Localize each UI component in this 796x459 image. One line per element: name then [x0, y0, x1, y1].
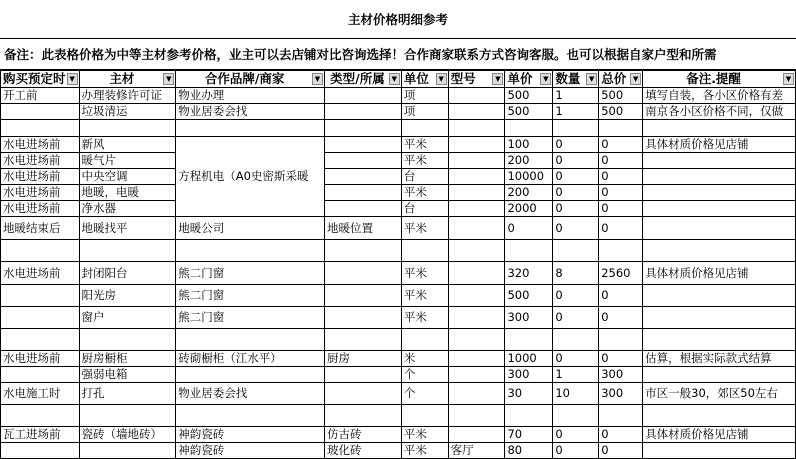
cell-price[interactable]: 500: [505, 285, 553, 307]
cell-brand[interactable]: [176, 240, 325, 262]
cell-time[interactable]: 水电进场前: [1, 262, 80, 285]
cell-total[interactable]: 0: [599, 185, 643, 201]
cell-model[interactable]: [448, 185, 505, 201]
cell-price[interactable]: 100: [505, 137, 553, 153]
cell-remark[interactable]: [643, 201, 796, 217]
cell-model[interactable]: [448, 240, 505, 262]
cell-remark[interactable]: [643, 169, 796, 185]
header-cell-unit[interactable]: 单位 ▼: [401, 71, 448, 88]
cell-price[interactable]: 500: [505, 88, 553, 104]
cell-qty[interactable]: 1: [553, 104, 599, 120]
cell-price[interactable]: 300: [505, 367, 553, 383]
cell-qty[interactable]: 0: [553, 201, 599, 217]
cell-time[interactable]: [1, 240, 80, 262]
table-row: [1, 185, 796, 201]
cell-unit[interactable]: 平米: [401, 262, 448, 285]
cell-remark[interactable]: 南京各小区价格不同，仅做: [643, 104, 796, 120]
filter-dropdown-icon[interactable]: ▼: [783, 73, 794, 85]
cell-item[interactable]: 垃圾清运: [79, 104, 176, 120]
cell-item[interactable]: 阳光房: [79, 285, 176, 307]
cell-unit[interactable]: 项: [401, 88, 448, 104]
cell-item[interactable]: 瓷砖（墙地砖）: [79, 427, 176, 443]
header-cell-model[interactable]: 型号 ▼: [448, 71, 505, 88]
cell-remark[interactable]: 具体材质价格见店铺: [643, 427, 796, 443]
cell-type[interactable]: [325, 307, 402, 329]
cell-time[interactable]: [1, 120, 80, 137]
cell-time[interactable]: 水电进场前: [1, 153, 80, 169]
header-cell-brand[interactable]: 合作品牌/商家 ▼: [176, 71, 325, 88]
cell-model[interactable]: [448, 285, 505, 307]
cell-type[interactable]: [325, 240, 402, 262]
cell-type[interactable]: 玻化砖: [325, 443, 402, 459]
cell-item[interactable]: 厨房橱柜: [79, 351, 176, 367]
cell-brand[interactable]: [176, 120, 325, 137]
cell-time[interactable]: [1, 285, 80, 307]
cell-brand[interactable]: 物业居委会找: [176, 383, 325, 405]
cell-model[interactable]: [448, 329, 505, 351]
cell-model[interactable]: [448, 383, 505, 405]
filter-dropdown-icon[interactable]: ▼: [540, 73, 551, 85]
sheet-note: 备注：此表格价格为中等主材参考价格，业主可以去店铺对比咨询选择！合作商家联系方式咨询客服。也可以根据自家户型和所需: [0, 38, 796, 70]
cell-item[interactable]: [79, 120, 176, 137]
cell-qty[interactable]: 0: [553, 185, 599, 201]
cell-model[interactable]: [448, 137, 505, 153]
cell-time[interactable]: [1, 443, 80, 459]
cell-time[interactable]: 瓦工进场前: [1, 427, 80, 443]
cell-model[interactable]: [448, 169, 505, 185]
cell-unit[interactable]: 平米: [401, 153, 448, 169]
cell-unit[interactable]: 平米: [401, 285, 448, 307]
cell-item[interactable]: [79, 405, 176, 427]
cell-item[interactable]: 地暖找平: [79, 217, 176, 240]
cell-time[interactable]: 水电进场前: [1, 137, 80, 153]
cell-remark[interactable]: [643, 153, 796, 169]
filter-dropdown-icon[interactable]: ▼: [586, 73, 597, 85]
table-row: [1, 120, 796, 137]
cell-time[interactable]: 水电进场前: [1, 185, 80, 201]
cell-unit[interactable]: [401, 240, 448, 262]
table-row: [1, 169, 796, 185]
cell-qty[interactable]: 0: [553, 443, 599, 459]
cell-unit[interactable]: [401, 120, 448, 137]
cell-model[interactable]: [448, 427, 505, 443]
cell-unit[interactable]: 平米: [401, 443, 448, 459]
cell-total[interactable]: 500: [599, 88, 643, 104]
cell-qty[interactable]: 0: [553, 169, 599, 185]
cell-type[interactable]: [325, 367, 402, 383]
cell-brand[interactable]: 物业居委会找: [176, 104, 325, 120]
filter-dropdown-icon[interactable]: ▼: [312, 73, 323, 85]
cell-remark[interactable]: [643, 405, 796, 427]
header-cell-total[interactable]: 总价 ▼: [599, 71, 643, 88]
cell-unit[interactable]: 米: [401, 351, 448, 367]
cell-brand[interactable]: 神韵瓷砖: [176, 443, 325, 459]
cell-brand[interactable]: 神韵瓷砖: [176, 427, 325, 443]
cell-remark[interactable]: [643, 329, 796, 351]
cell-total[interactable]: [599, 329, 643, 351]
header-cell-item[interactable]: 主材 ▼: [79, 71, 176, 88]
cell-remark[interactable]: [643, 217, 796, 240]
table-row: [1, 383, 796, 405]
cell-remark[interactable]: 具体材质价格见店铺: [643, 137, 796, 153]
cell-item[interactable]: [79, 329, 176, 351]
header-cell-qty[interactable]: 数量 ▼: [553, 71, 599, 88]
table-row: [1, 88, 796, 104]
cell-price[interactable]: 2000: [505, 201, 553, 217]
table-row: [1, 153, 796, 169]
cell-unit[interactable]: 个: [401, 367, 448, 383]
cell-remark[interactable]: 市区一般30，郊区50左右: [643, 383, 796, 405]
cell-total[interactable]: 0: [599, 153, 643, 169]
cell-model[interactable]: [448, 104, 505, 120]
cell-time[interactable]: [1, 367, 80, 383]
cell-item[interactable]: 净水器: [79, 201, 176, 217]
table-row: [1, 137, 796, 153]
cell-unit[interactable]: [401, 329, 448, 351]
cell-type[interactable]: [325, 405, 402, 427]
cell-brand[interactable]: [176, 405, 325, 427]
cell-item[interactable]: [79, 443, 176, 459]
cell-item[interactable]: 暖气片: [79, 153, 176, 169]
table-row: [1, 367, 796, 383]
cell-qty[interactable]: [553, 405, 599, 427]
cell-qty[interactable]: 0: [553, 153, 599, 169]
header-cell-time[interactable]: 购买预定时 ▼: [1, 71, 80, 88]
sheet-title: 主材价格明细参考: [0, 0, 796, 39]
cell-time[interactable]: 开工前: [1, 88, 80, 104]
cell-unit[interactable]: 个: [401, 383, 448, 405]
cell-remark[interactable]: [643, 307, 796, 329]
cell-total[interactable]: 0: [599, 137, 643, 153]
cell-type[interactable]: 厨房: [325, 351, 402, 367]
cell-type[interactable]: [325, 104, 402, 120]
cell-time[interactable]: [1, 307, 80, 329]
cell-price[interactable]: 30: [505, 383, 553, 405]
cell-model[interactable]: [448, 351, 505, 367]
cell-total[interactable]: 0: [599, 201, 643, 217]
cell-time[interactable]: [1, 329, 80, 351]
cell-total[interactable]: 2560: [599, 262, 643, 285]
cell-total[interactable]: 0: [599, 169, 643, 185]
cell-remark[interactable]: [643, 367, 796, 383]
table-row: [1, 217, 796, 240]
cell-type[interactable]: [325, 285, 402, 307]
cell-price[interactable]: [505, 405, 553, 427]
cell-item[interactable]: 中央空调: [79, 169, 176, 185]
cell-remark[interactable]: [643, 185, 796, 201]
cell-total[interactable]: [599, 120, 643, 137]
cell-price[interactable]: 0: [505, 217, 553, 240]
cell-total[interactable]: 0: [599, 443, 643, 459]
cell-total[interactable]: 0: [599, 285, 643, 307]
cell-item[interactable]: 强弱电箱: [79, 367, 176, 383]
cell-remark[interactable]: 具体材质价格见店铺: [643, 262, 796, 285]
cell-total[interactable]: 0: [599, 307, 643, 329]
table-row: [1, 240, 796, 262]
cell-type[interactable]: [325, 153, 402, 169]
cell-brand[interactable]: 物业办理: [176, 88, 325, 104]
filter-dropdown-icon[interactable]: ▼: [492, 73, 503, 85]
header-cell-price[interactable]: 单价 ▼: [505, 71, 553, 88]
cell-qty[interactable]: [553, 120, 599, 137]
cell-price[interactable]: [505, 329, 553, 351]
cell-total[interactable]: 0: [599, 217, 643, 240]
cell-time[interactable]: 水电施工时: [1, 383, 80, 405]
cell-type[interactable]: [325, 329, 402, 351]
header-cell-type[interactable]: 类型/所属 ▼: [325, 71, 402, 88]
cell-price[interactable]: 300: [505, 307, 553, 329]
filter-dropdown-icon[interactable]: ▼: [163, 73, 174, 85]
cell-model[interactable]: [448, 217, 505, 240]
cell-remark[interactable]: [643, 120, 796, 137]
cell-price[interactable]: 1000: [505, 351, 553, 367]
cell-unit[interactable]: [401, 405, 448, 427]
cell-price[interactable]: 80: [505, 443, 553, 459]
cell-unit[interactable]: 平米: [401, 427, 448, 443]
cell-brand[interactable]: 熊二门窗: [176, 285, 325, 307]
cell-item[interactable]: 封闭阳台: [79, 262, 176, 285]
cell-qty[interactable]: [553, 240, 599, 262]
cell-type[interactable]: [325, 137, 402, 153]
cell-brand[interactable]: 熊二门窗: [176, 262, 325, 285]
cell-qty[interactable]: 0: [553, 285, 599, 307]
cell-total[interactable]: 500: [599, 104, 643, 120]
cell-remark[interactable]: 填写自装，各小区价格有差: [643, 88, 796, 104]
cell-unit[interactable]: 台: [401, 169, 448, 185]
cell-total[interactable]: 0: [599, 351, 643, 367]
cell-model[interactable]: 客厅: [448, 443, 505, 459]
cell-price[interactable]: 10000: [505, 169, 553, 185]
cell-qty[interactable]: [553, 329, 599, 351]
table-row: [1, 427, 796, 443]
cell-time[interactable]: 水电进场前: [1, 351, 80, 367]
cell-total[interactable]: 300: [599, 383, 643, 405]
cell-type[interactable]: 仿古砖: [325, 427, 402, 443]
cell-price[interactable]: 320: [505, 262, 553, 285]
cell-price[interactable]: 200: [505, 153, 553, 169]
cell-brand[interactable]: 熊二门窗: [176, 307, 325, 329]
filter-dropdown-icon[interactable]: ▼: [436, 73, 447, 85]
cell-qty[interactable]: 0: [553, 217, 599, 240]
cell-qty[interactable]: 0: [553, 307, 599, 329]
cell-type[interactable]: [325, 169, 402, 185]
cell-price[interactable]: [505, 240, 553, 262]
cell-remark[interactable]: [643, 443, 796, 459]
cell-brand[interactable]: 地暖公司: [176, 217, 325, 240]
cell-model[interactable]: [448, 153, 505, 169]
cell-unit[interactable]: 平米: [401, 217, 448, 240]
cell-unit[interactable]: 平米: [401, 307, 448, 329]
header-cell-remark[interactable]: 备注.提醒 ▼: [643, 71, 796, 88]
cell-model[interactable]: [448, 88, 505, 104]
price-table: [0, 70, 796, 459]
cell-model[interactable]: [448, 405, 505, 427]
table-row: [1, 285, 796, 307]
cell-type[interactable]: [325, 201, 402, 217]
cell-qty[interactable]: 0: [553, 351, 599, 367]
table-row: [1, 201, 796, 217]
cell-model[interactable]: [448, 307, 505, 329]
cell-type[interactable]: [325, 262, 402, 285]
cell-unit[interactable]: 台: [401, 201, 448, 217]
cell-item[interactable]: 窗户: [79, 307, 176, 329]
cell-unit[interactable]: 平米: [401, 185, 448, 201]
cell-time[interactable]: 水电进场前: [1, 169, 80, 185]
table-row: [1, 262, 796, 285]
table-row: [1, 405, 796, 427]
cell-remark[interactable]: [643, 285, 796, 307]
cell-unit[interactable]: 项: [401, 104, 448, 120]
cell-qty[interactable]: 1: [553, 88, 599, 104]
cell-qty[interactable]: 8: [553, 262, 599, 285]
cell-type[interactable]: [325, 185, 402, 201]
cell-unit[interactable]: 平米: [401, 137, 448, 153]
table-row: [1, 443, 796, 459]
cell-price[interactable]: [505, 120, 553, 137]
cell-model[interactable]: [448, 367, 505, 383]
cell-qty[interactable]: 0: [553, 137, 599, 153]
cell-item[interactable]: [79, 240, 176, 262]
filter-dropdown-icon[interactable]: ▼: [67, 73, 78, 85]
cell-qty[interactable]: 10: [553, 383, 599, 405]
cell-qty[interactable]: 1: [553, 367, 599, 383]
cell-time[interactable]: 地暖结束后: [1, 217, 80, 240]
cell-item[interactable]: 新风: [79, 137, 176, 153]
cell-item[interactable]: 办理装修许可证: [79, 88, 176, 104]
cell-type[interactable]: [325, 120, 402, 137]
cell-type[interactable]: [325, 383, 402, 405]
cell-model[interactable]: [448, 201, 505, 217]
cell-time[interactable]: 水电进场前: [1, 201, 80, 217]
cell-type[interactable]: 地暖位置: [325, 217, 402, 240]
cell-total[interactable]: [599, 240, 643, 262]
table-row: [1, 307, 796, 329]
cell-total[interactable]: 300: [599, 367, 643, 383]
cell-price[interactable]: 70: [505, 427, 553, 443]
cell-price[interactable]: 200: [505, 185, 553, 201]
cell-type[interactable]: [325, 88, 402, 104]
cell-time[interactable]: [1, 405, 80, 427]
cell-time[interactable]: [1, 104, 80, 120]
table-row: [1, 329, 796, 351]
table-row: [1, 104, 796, 120]
cell-model[interactable]: [448, 262, 505, 285]
cell-remark[interactable]: [643, 240, 796, 262]
filter-dropdown-icon[interactable]: ▼: [389, 73, 400, 85]
filter-dropdown-icon[interactable]: ▼: [630, 73, 641, 85]
cell-brand[interactable]: [176, 367, 325, 383]
cell-total[interactable]: 0: [599, 427, 643, 443]
cell-model[interactable]: [448, 120, 505, 137]
cell-qty[interactable]: 0: [553, 427, 599, 443]
cell-item[interactable]: 打孔: [79, 383, 176, 405]
header-row: [1, 71, 796, 88]
table-row: [1, 351, 796, 367]
cell-item[interactable]: 地暖，电暖: [79, 185, 176, 201]
cell-remark[interactable]: 估算，根据实际款式结算: [643, 351, 796, 367]
cell-brand[interactable]: 方程机电（A0史密斯采暖: [176, 137, 325, 217]
cell-brand[interactable]: 砖砌橱柜（江水平）: [176, 351, 325, 367]
cell-brand[interactable]: [176, 329, 325, 351]
cell-total[interactable]: [599, 405, 643, 427]
cell-price[interactable]: 500: [505, 104, 553, 120]
